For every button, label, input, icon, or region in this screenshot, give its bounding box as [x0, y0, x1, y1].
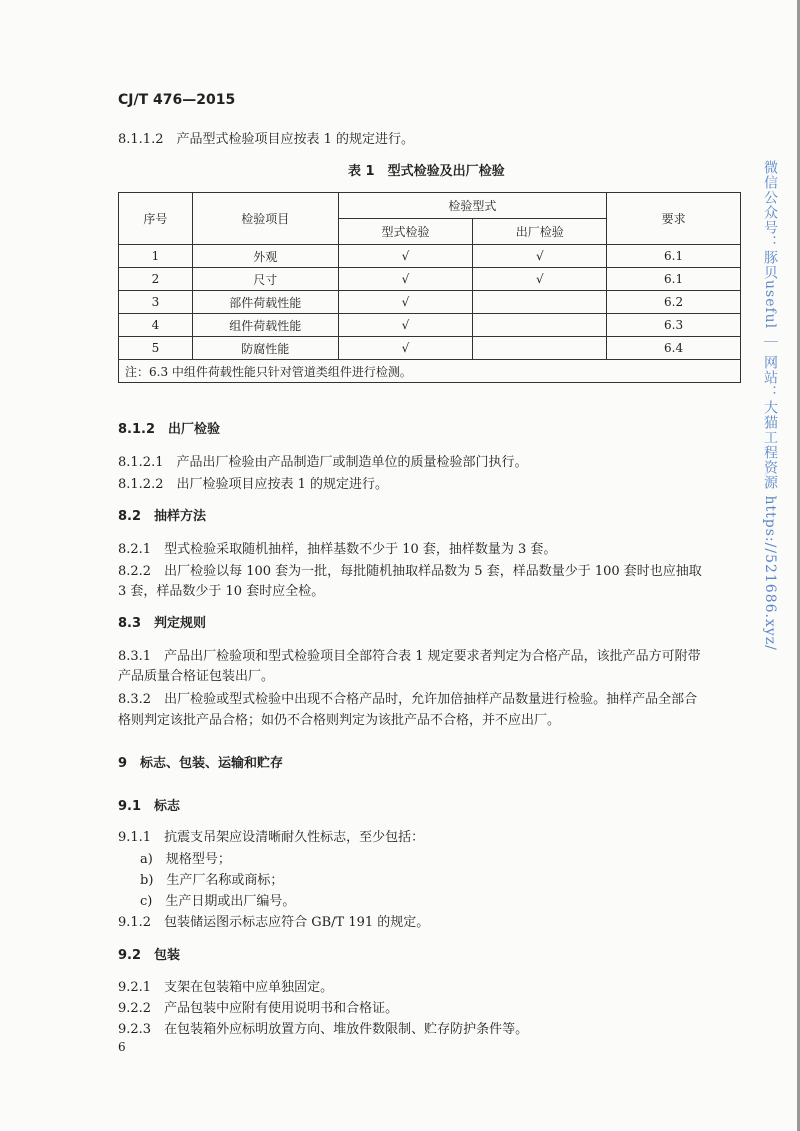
table-note: 注：6.3 中组件荷载性能只针对管道类组件进行检测。 — [119, 360, 741, 383]
table-row — [119, 291, 741, 314]
paragraph: 8.3.1 产品出厂检验项和型式检验项目全部符合表 1 规定要求者判定为合格产品，该批产品方可附带 — [118, 649, 701, 664]
cell-factory: √ — [473, 268, 607, 291]
cell-req: 6.3 — [607, 314, 741, 337]
paragraph: 9.1.1 抗震支吊架应设清晰耐久性标志，至少包括： — [118, 830, 425, 845]
header-item: 检验项目 — [192, 193, 338, 245]
cell-item: 防腐性能 — [192, 337, 338, 360]
cell-factory — [473, 314, 607, 337]
header-type-test: 型式检验 — [338, 219, 473, 245]
cell-no: 1 — [119, 245, 193, 268]
paragraph: 9.2.2 产品包装中应附有使用说明书和合格证。 — [118, 1001, 399, 1016]
cell-no: 3 — [119, 291, 193, 314]
paragraph: 8.1.1.2 产品型式检验项目应按表 1 的规定进行。 — [118, 132, 415, 147]
header-no: 序号 — [119, 193, 193, 245]
paragraph: 9.2.1 支架在包装箱中应单独固定。 — [118, 980, 334, 995]
cell-req: 6.4 — [607, 337, 741, 360]
paragraph: 8.1.2.1 产品出厂检验由产品制造厂或制造单位的质量检验部门执行。 — [118, 455, 528, 470]
header-factory: 出厂检验 — [473, 219, 607, 245]
table-row — [119, 337, 741, 360]
cell-req: 6.2 — [607, 291, 741, 314]
section-heading: 8.2 抽样方法 — [118, 509, 207, 524]
paragraph: 9.1.2 包装储运图示标志应符合 GB/T 191 的规定。 — [118, 915, 430, 930]
cell-item: 尺寸 — [192, 268, 338, 291]
table-row — [119, 314, 741, 337]
paragraph: 9.2.3 在包装箱外应标明放置方向、堆放件数限制、贮存防护条件等。 — [118, 1022, 529, 1037]
cell-factory — [473, 291, 607, 314]
cell-type: √ — [338, 291, 473, 314]
section-heading: 8.1.2 出厂检验 — [118, 422, 221, 437]
cell-item: 部件荷载性能 — [192, 291, 338, 314]
cell-no: 5 — [119, 337, 193, 360]
list-item: c) 生产日期或出厂编号。 — [140, 894, 296, 909]
paragraph: 格则判定该批产品合格；如仍不合格则判定为该批产品不合格，并不应出厂。 — [118, 713, 561, 728]
cell-type: √ — [338, 314, 473, 337]
section-heading: 9.1 标志 — [118, 799, 181, 814]
paragraph: 3 套，样品数少于 10 套时应全检。 — [118, 584, 325, 599]
cell-factory — [473, 337, 607, 360]
table-row — [119, 268, 741, 291]
list-item: a) 规格型号； — [140, 852, 231, 867]
paragraph: 8.2.2 出厂检验以每 100 套为一批，每批随机抽取样品数为 5 套，样品数量少于 100 套时也应抽取 — [118, 564, 702, 579]
standard-header: CJ/T 476—2015 — [118, 92, 236, 108]
cell-item: 组件荷载性能 — [192, 314, 338, 337]
inspection-table — [118, 192, 741, 383]
cell-req: 6.1 — [607, 268, 741, 291]
table-row — [119, 245, 741, 268]
paragraph: 8.2.1 型式检验采取随机抽样，抽样基数不少于 10 套，抽样数量为 3 套。 — [118, 542, 557, 557]
cell-type: √ — [338, 337, 473, 360]
cell-no: 2 — [119, 268, 193, 291]
section-heading: 9.2 包装 — [118, 948, 181, 963]
cell-type: √ — [338, 268, 473, 291]
chapter-heading: 9 标志、包装、运输和贮存 — [118, 756, 284, 771]
paragraph: 产品质量合格证包装出厂。 — [118, 669, 275, 684]
page-number: 6 — [118, 1040, 126, 1054]
table-title: 表 1 型式检验及出厂检验 — [348, 164, 505, 179]
cell-no: 4 — [119, 314, 193, 337]
section-heading: 8.3 判定规则 — [118, 616, 207, 631]
list-item: b) 生产厂名称或商标； — [140, 873, 284, 888]
paragraph: 8.3.2 出厂检验或型式检验中出现不合格产品时，允许加倍抽样产品数量进行检验。抽样产品全部合 — [118, 692, 698, 707]
cell-type: √ — [338, 245, 473, 268]
header-req: 要求 — [607, 193, 741, 245]
watermark-text: 微信公众号：豚贝useful ｜ 网站：大猫工程资源 https://521686.xyz/ — [762, 160, 778, 651]
header-type: 检验型式 — [338, 193, 607, 219]
paragraph: 8.1.2.2 出厂检验项目应按表 1 的规定进行。 — [118, 477, 389, 492]
cell-factory: √ — [473, 245, 607, 268]
cell-req: 6.1 — [607, 245, 741, 268]
cell-item: 外观 — [192, 245, 338, 268]
